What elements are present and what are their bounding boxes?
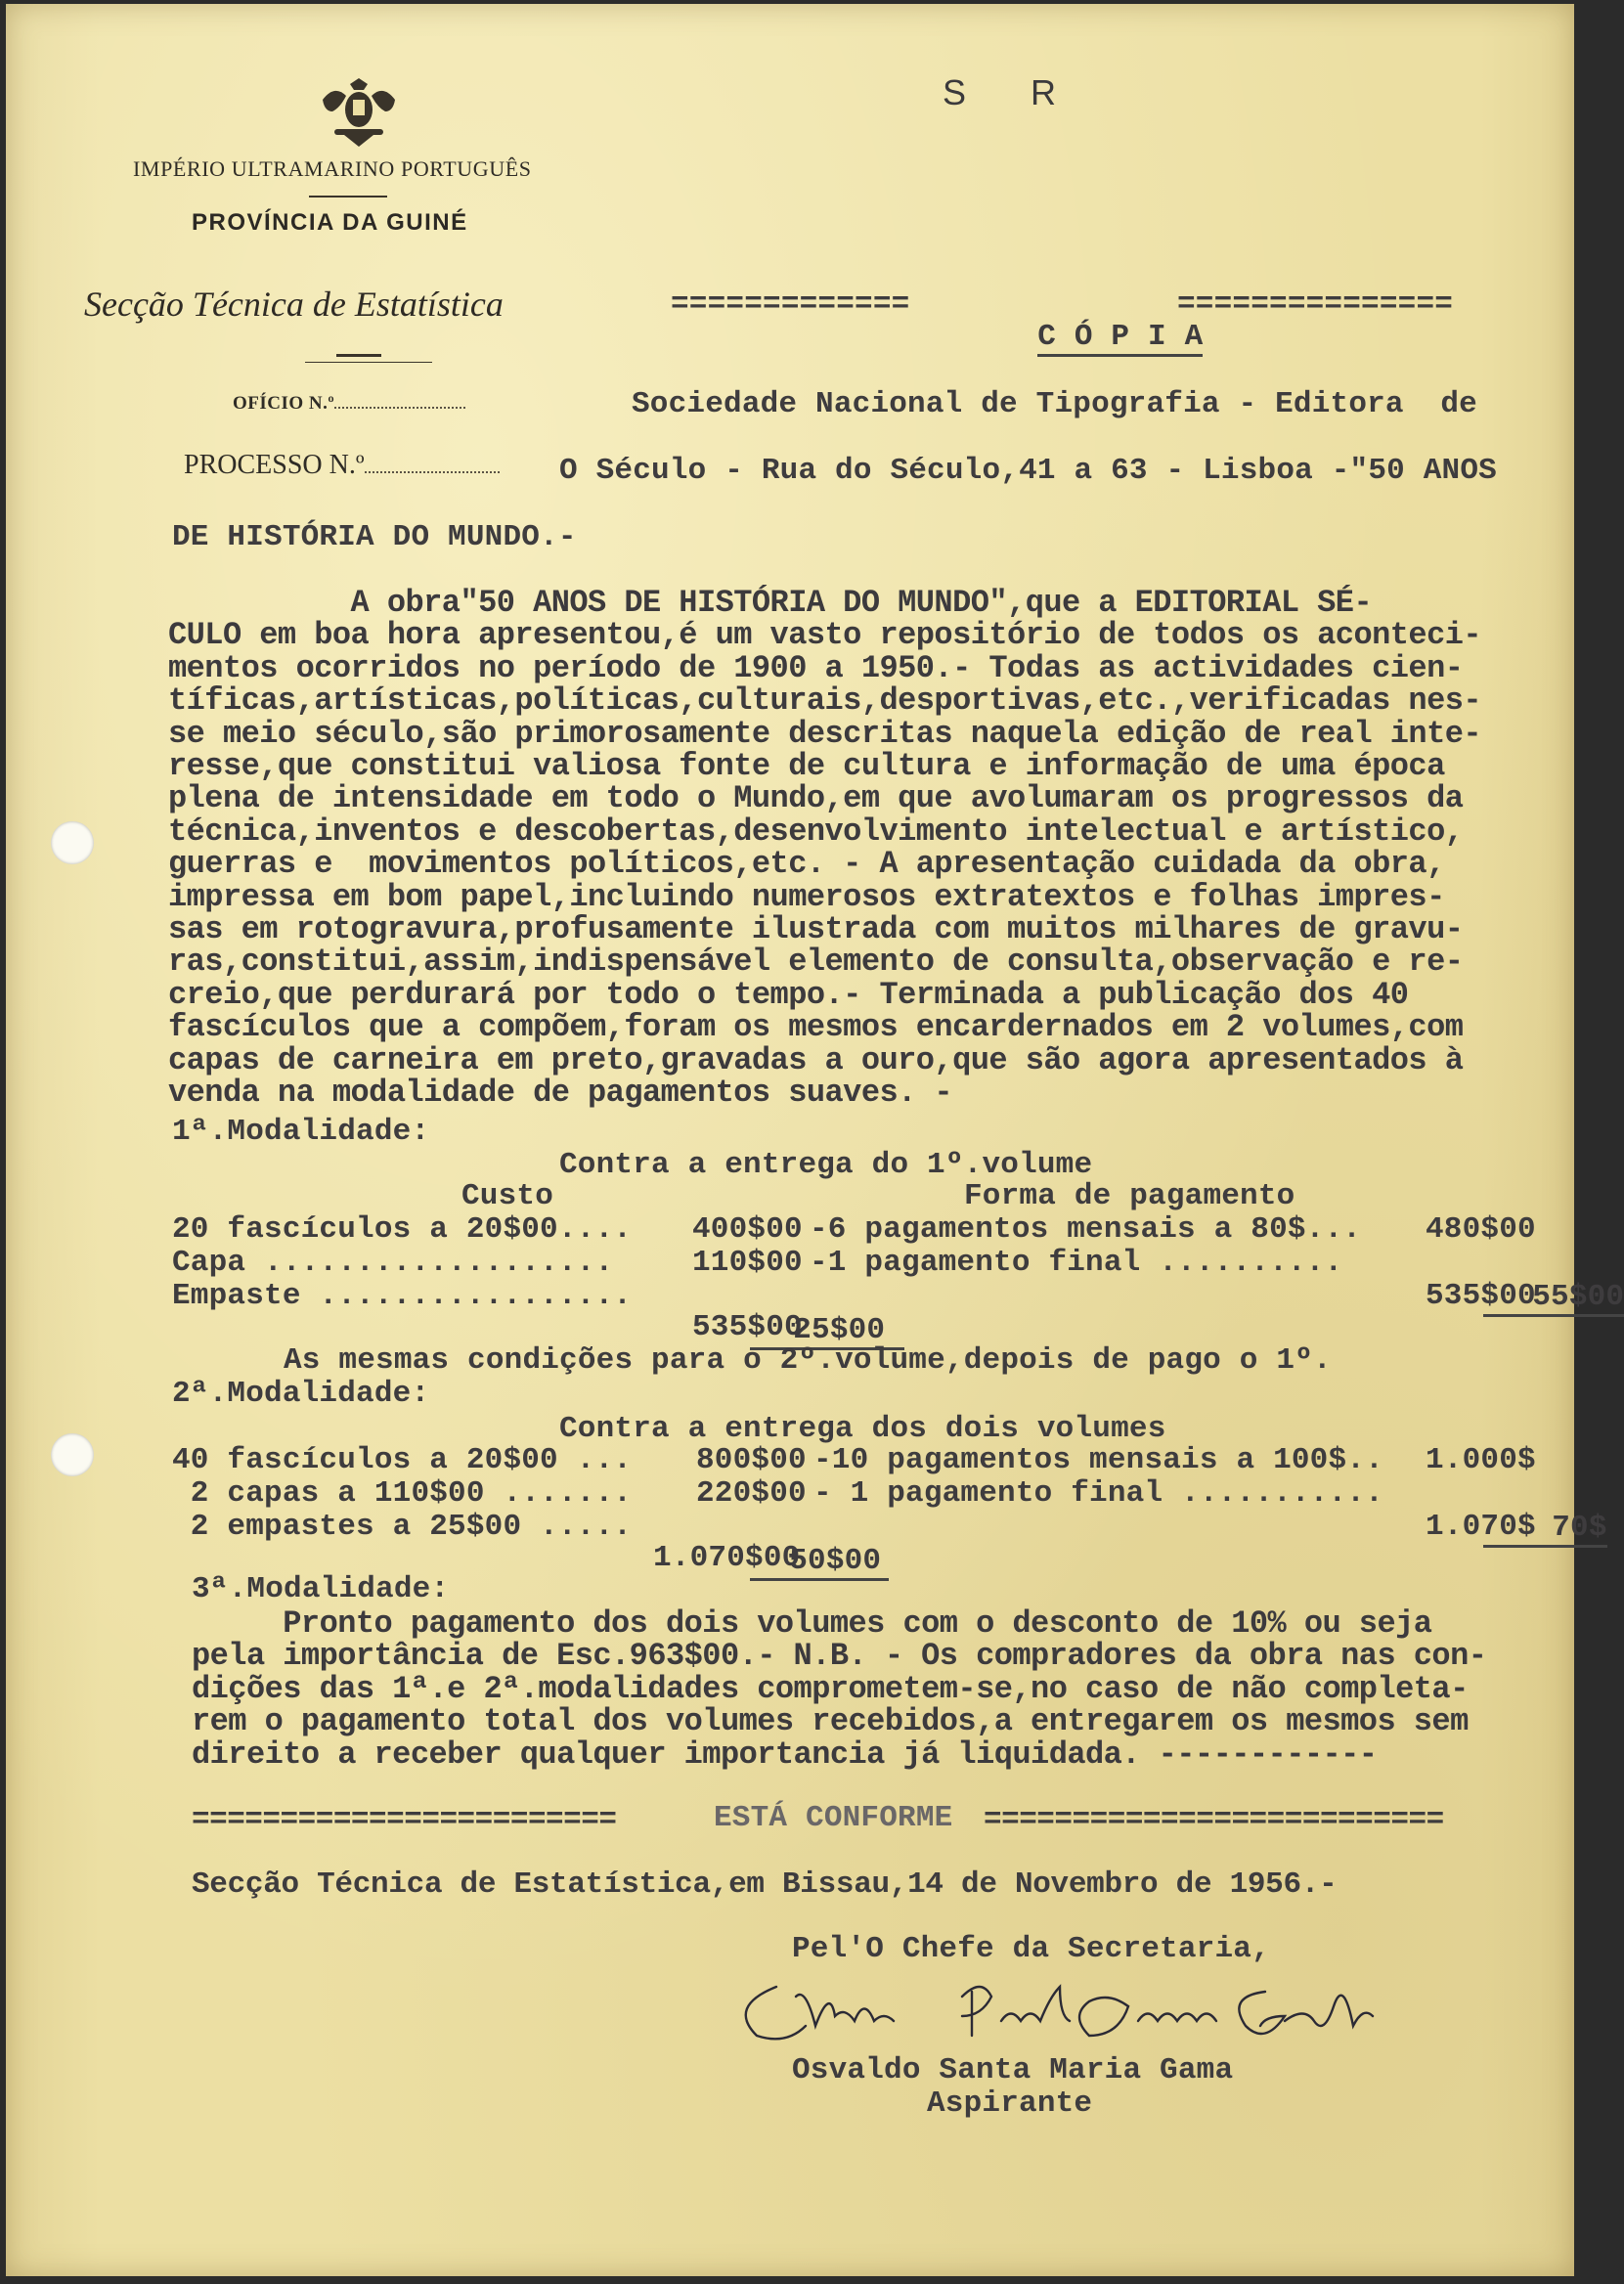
place-and-date: Secção Técnica de Estatística,em Bissau,14 de Novembro de 1956.-	[192, 1867, 1338, 1902]
mod1-row-2-payment: -1 pagamento final ..........	[810, 1246, 1343, 1280]
mod2-cost-total: 1.070$00	[653, 1541, 801, 1575]
coat-of-arms-icon	[315, 78, 403, 149]
mod2-row-1-amount: 1.000$	[1426, 1443, 1536, 1477]
mod2-row-3-cost-text: 50$00	[750, 1544, 889, 1581]
paragraph-line: técnica,inventos e descobertas,desenvolvimento intelectual e artístico,	[168, 813, 1464, 850]
conforme-rule-right: ==========================	[984, 1803, 1444, 1837]
subject-line-2: O Século - Rua do Século,41 a 63 - Lisboa -"50 ANOS	[559, 454, 1497, 488]
copy-label-text: C Ó P I A	[1037, 320, 1203, 357]
description-paragraph	[168, 587, 1481, 1110]
copy-rule-right: ===============	[1177, 287, 1454, 322]
cost-column-header: Custo	[461, 1179, 554, 1213]
mod2-row-1-cost: 800$00	[696, 1443, 807, 1477]
conforme-rule-left: ========================	[192, 1803, 617, 1837]
mod1-row-1-cost: 400$00	[692, 1212, 803, 1247]
paragraph-line: capas de carneira em preto,gravadas a ouro,que são agora apresentados à	[168, 1041, 1464, 1078]
paragraph-line: creio,que perdurará por todo o tempo.- Terminada a publicação dos 40	[168, 976, 1409, 1013]
modalidade-3-line: rem o pagamento total dos volumes recebidos,a entregarem os mesmos sem	[192, 1703, 1469, 1740]
copy-rule-left: =============	[671, 287, 910, 322]
mod1-row-2-amount-text: 55$00	[1483, 1280, 1624, 1317]
mod2-row-2-cost: 220$00	[696, 1476, 807, 1511]
mod1-row-3-item: Empaste .................	[172, 1279, 633, 1313]
oficio-field	[233, 393, 465, 415]
mod2-row-2-payment: - 1 pagamento final ...........	[813, 1476, 1383, 1511]
conforme-label: ESTÁ CONFORME	[714, 1801, 953, 1835]
modalidade-2-subtitle: Contra a entrega dos dois volumes	[559, 1412, 1166, 1446]
payment-column-header: Forma de pagamento	[964, 1179, 1295, 1213]
modalidade-3-title: 3ª.Modalidade:	[192, 1572, 450, 1606]
mod1-cost-total: 535$00	[692, 1310, 803, 1344]
modalidade-3-line: direito a receber qualquer importancia já liquidada. ------------	[192, 1735, 1378, 1773]
paragraph-line: se meio século,são primorosamente descritas naquela edição de real inte-	[168, 715, 1482, 752]
modalidade-3-line: dições das 1ª.e 2ª.modalidades comprometem-se,no caso de não completa-	[192, 1670, 1469, 1707]
copy-label	[964, 286, 1203, 391]
for-chief-line: Pel'O Chefe da Secretaria,	[792, 1932, 1270, 1966]
province-heading: PROVÍNCIA DA GUINÉ	[192, 209, 468, 236]
signer-name: Osvaldo Santa Maria Gama	[792, 2053, 1234, 2087]
processo-dots	[365, 471, 500, 473]
empire-heading: IMPÉRIO ULTRAMARINO PORTUGUÊS	[133, 156, 532, 181]
paragraph-line: resse,que constitui valiosa fonte de cultura e informação de uma época	[168, 748, 1445, 785]
mod1-note: As mesmas condições para o 2º.volume,depois de pago o 1º.	[284, 1343, 1332, 1378]
paragraph-line: plena de intensidade em todo o Mundo,em que avolumaram os progressos da	[168, 780, 1464, 817]
oficio-dots	[334, 407, 465, 409]
paragraph-line: tíficas,artísticas,políticas,culturais,desportivas,etc.,verificadas nes-	[168, 682, 1482, 720]
mod1-row-1-item: 20 fascículos a 20$00....	[172, 1212, 633, 1247]
processo-label: PROCESSO N.º	[184, 450, 365, 480]
mod2-row-1-item: 40 fascículos a 20$00 ...	[172, 1443, 633, 1477]
paragraph-line: A obra"50 ANOS DE HISTÓRIA DO MUNDO",que a EDITORIAL SÉ-	[168, 585, 1373, 621]
paragraph-line: sas em rotogravura,profusamente ilustrada com muitos milhares de gravu-	[168, 911, 1464, 948]
sr-mark: S R	[943, 72, 1084, 112]
mod1-row-2-item: Capa ...................	[172, 1246, 614, 1280]
mod1-row-1-amount: 480$00	[1426, 1212, 1536, 1247]
modalidade-3-text	[192, 1607, 1486, 1771]
paragraph-line: ras,constitui,assim,indispensável elemento de consulta,observação e re-	[168, 944, 1464, 981]
subject-line-3: DE HISTÓRIA DO MUNDO.-	[172, 520, 577, 554]
header-divider	[309, 196, 387, 198]
modalidade-3-line: pela importância de Esc.963$00.- N.B. - Os compradores da obra nas con-	[192, 1638, 1487, 1675]
paragraph-line: venda na modalidade de pagamentos suaves. -	[168, 1075, 953, 1112]
mod1-row-1-payment: -6 pagamentos mensais a 80$...	[810, 1212, 1362, 1247]
modalidade-1-title: 1ª.Modalidade:	[172, 1115, 430, 1149]
paragraph-line: mentos ocorridos no período de 1900 a 1950.- Todas as actividades cien-	[168, 649, 1464, 686]
paragraph-line: guerras e movimentos políticos,etc. - A apresentação cuidada da obra,	[168, 846, 1445, 883]
mod2-row-3-item: 2 empastes a 25$00 .....	[172, 1510, 633, 1544]
section-divider	[336, 354, 381, 357]
punch-hole-bottom	[51, 1433, 94, 1476]
paragraph-line: fascículos que a compõem,foram os mesmos encardernados em 2 volumes,com	[168, 1009, 1464, 1046]
modalidade-1-subtitle: Contra a entrega do 1º.volume	[559, 1148, 1093, 1182]
mod2-row-1-payment: -10 pagamentos mensais a 100$..	[813, 1443, 1383, 1477]
section-heading: Secção Técnica de Estatística	[84, 285, 504, 324]
mod1-row-3-cost-text: 25$00	[750, 1313, 904, 1350]
mod2-payment-total: 1.070$	[1426, 1510, 1536, 1544]
paragraph-line: impressa em bom papel,incluindo numerosos extratextos e folhas impres-	[168, 878, 1445, 915]
mod2-row-2-item: 2 capas a 110$00 .......	[172, 1476, 633, 1511]
mod1-payment-total: 535$00	[1426, 1279, 1536, 1313]
document-page	[6, 4, 1624, 2276]
modalidade-3-line: Pronto pagamento dos dois volumes com o desconto de 10% ou seja	[192, 1605, 1432, 1642]
punch-hole-top	[51, 821, 94, 864]
mod1-row-2-cost: 110$00	[692, 1246, 803, 1280]
oficio-label: OFÍCIO N.º	[233, 393, 335, 414]
section-divider-thin	[305, 362, 432, 363]
processo-field	[184, 450, 500, 481]
signer-rank: Aspirante	[927, 2086, 1093, 2121]
modalidade-2-title: 2ª.Modalidade:	[172, 1377, 430, 1411]
handwritten-signature	[737, 1967, 1383, 2065]
subject-line-1: Sociedade Nacional de Tipografia - Editora de	[632, 387, 1477, 421]
paragraph-line: CULO em boa hora apresentou,é um vasto repositório de todos os aconteci-	[168, 617, 1482, 654]
mod2-row-2-amount-text: 70$	[1483, 1511, 1606, 1548]
